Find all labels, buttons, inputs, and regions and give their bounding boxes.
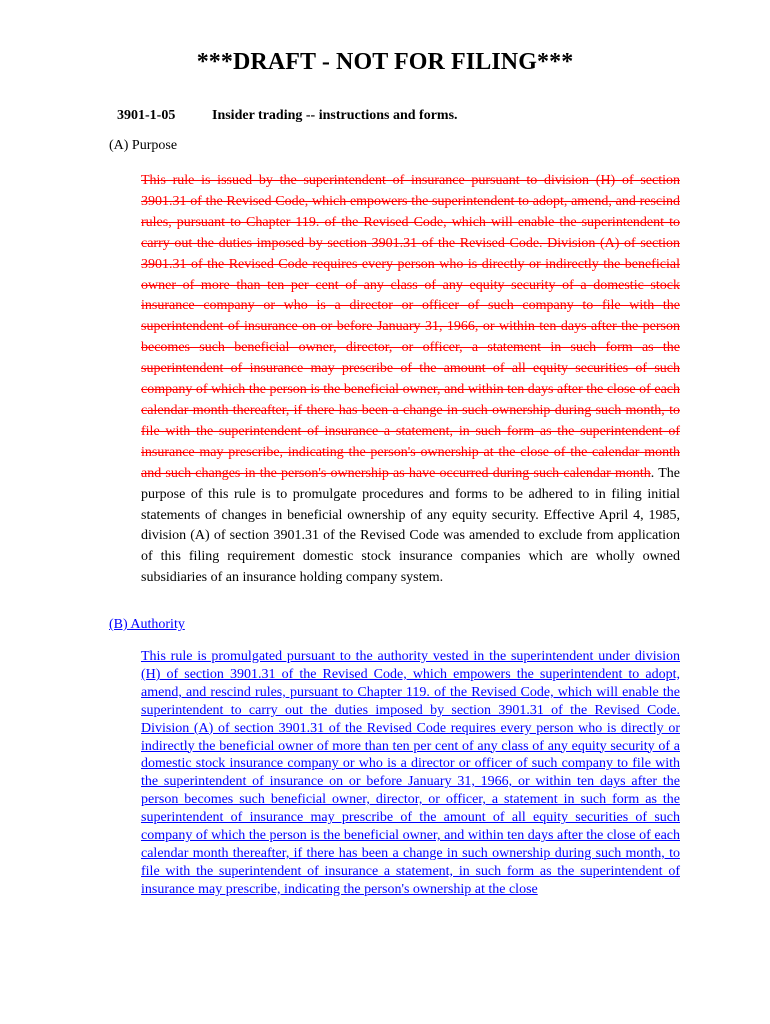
rule-number: 3901-1-05 — [117, 108, 176, 123]
retained-text: . The purpose of this rule is to promulgate procedures and forms to be adhered to in filing initial statements of changes in beneficial ownership of any equity security. Effective April 4, 1985, division (A) of section 3901.31 of the Revised Code was amended to exclude from application of this filing requirement domestic stock insurance companies which are wholly owned subsidiaries of an insurance holding company system. — [141, 465, 680, 586]
inserted-text: This rule is promulgated pursuant to the authority vested in the superintendent under division (H) of section 3901.31 of the Revised Code, which empowers the superintendent to adopt, amend, and rescind rules, pursuant to Chapter 119. of the Revised Code, which will enable the superintendent to carry out the duties imposed by section 3901.31 of the Revised Code. Division (A) of section 3901.31 of the Revised Code requires every person who is directly or indirectly the beneficial owner of more than ten per cent of any class of any equity security of a domestic stock insurance company or who is a director or officer of such company to file with the superintendent of insurance on or before January 31, 1966, or within ten days after the person becomes such beneficial owner, director, or officer, a statement in such form as the superintendent of insurance may prescribe of the amount of all equity securities of such company of which the person is the beneficial owner, and within ten days after the close of each calendar month thereafter, if there has been a change in such ownership during such month, to file with the superintendent of insurance a statement, in such form as the superintendent of insurance may prescribe, indicating the person's ownership at the close — [141, 649, 680, 897]
draft-title: ***DRAFT - NOT FOR FILING*** — [196, 49, 574, 75]
purpose-section-label: (A) Purpose — [109, 138, 178, 153]
authority-section-label: (B) Authority — [109, 617, 185, 632]
purpose-paragraph — [141, 171, 680, 589]
rule-heading — [117, 107, 458, 125]
authority-paragraph — [141, 648, 680, 899]
rule-title: Insider trading -- instructions and forms. — [212, 108, 458, 123]
deleted-text: This rule is issued by the superintendent of insurance pursuant to division (H) of section 3901.31 of the Revised Code, which empowers the superintendent to adopt, amend, and rescind rules, pursuant to Chapter 119. of the Revised Code, which will enable the superintendent to carry out the duties imposed by section 3901.31 of the Revised Code. Division (A) of section 3901.31 of the Revised Code requires every person who is directly or indirectly the beneficial owner of more than ten per cent of any class of any equity security of a domestic stock insurance company or who is a director or officer of such company to file with the superintendent of insurance on or before January 31, 1966, or within ten days after the person becomes such beneficial owner, director, or officer, a statement in such form as the superintendent of insurance may prescribe of the amount of all equity securities of such company of which the person is the beneficial owner, and within ten days after the close of each calendar month thereafter, if there has been a change in such ownership during such month, to file with the superintendent of insurance a statement, in such form as the superintendent of insurance may prescribe, indicating the person's ownership at the close of the calendar month and such changes in the person's ownership as have occurred during such calendar month — [141, 173, 680, 481]
